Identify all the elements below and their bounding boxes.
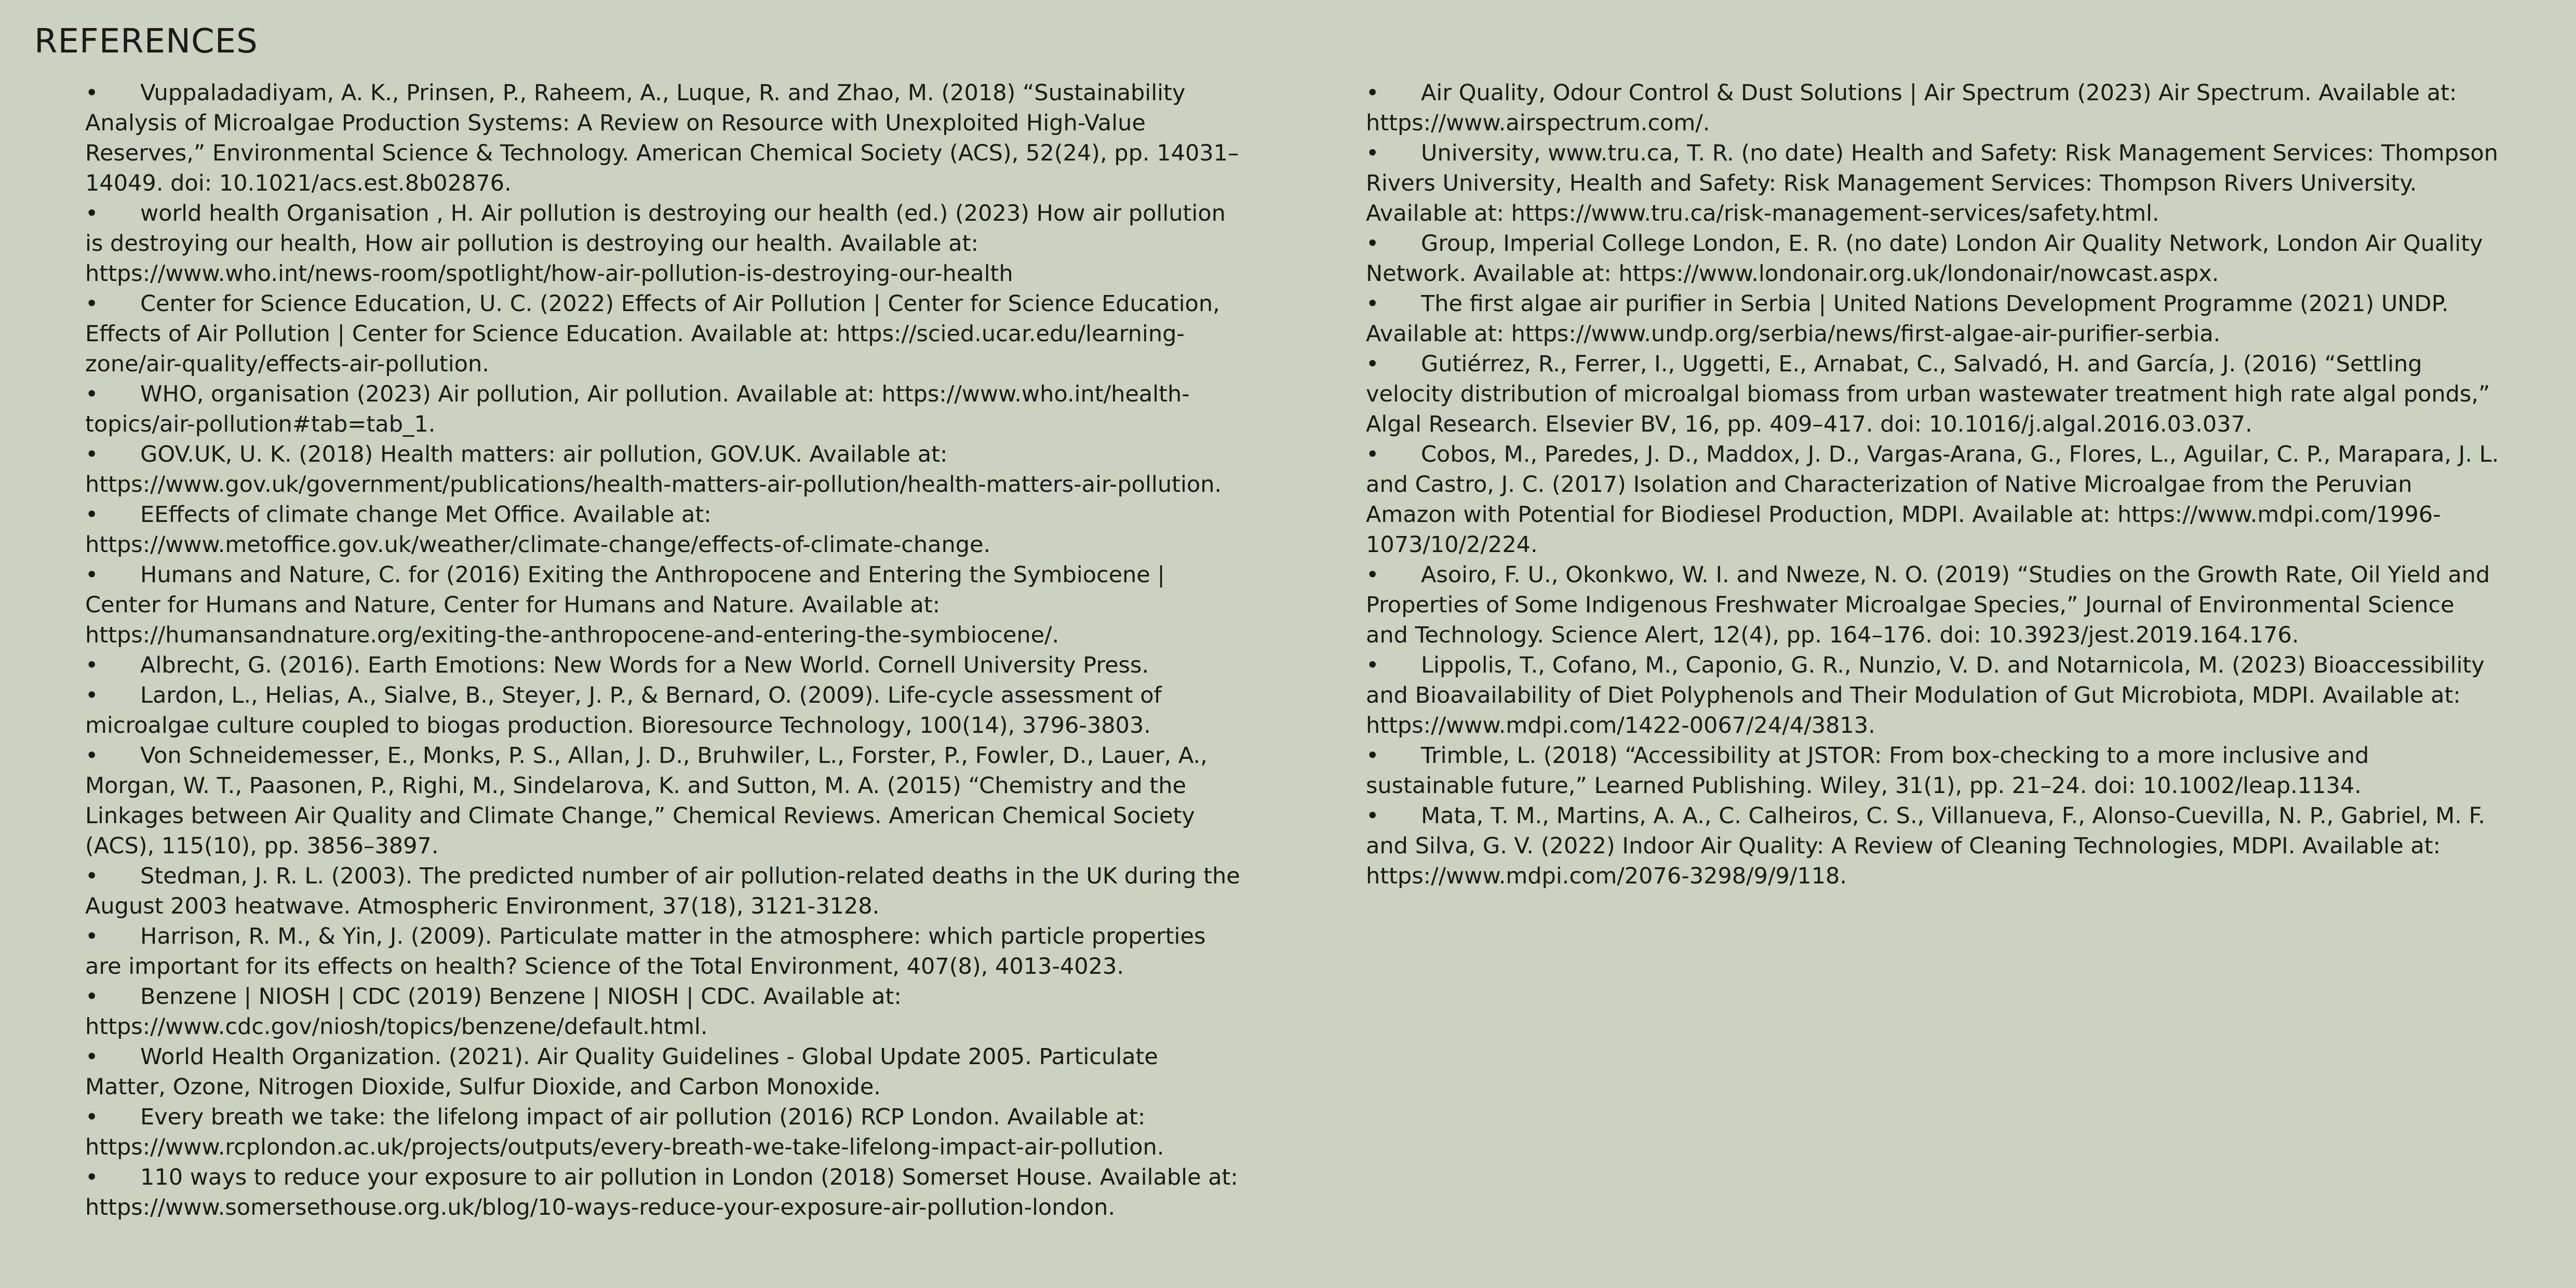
bullet-icon: • xyxy=(85,1164,99,1190)
reference-entry xyxy=(85,741,1241,861)
reference-entry xyxy=(1366,289,2503,349)
bullet-icon: • xyxy=(1366,441,1379,467)
bullet-icon: • xyxy=(85,562,99,588)
reference-entry xyxy=(85,861,1241,921)
reference-text: Every breath we take: the lifelong impact of air pollution (2016) RCP London. Available at: https://www.rcplondon.ac.uk/projects/outputs/every-breath-we-take-lifelong-impact-air-pollution. xyxy=(85,1104,1164,1160)
reference-text: EEffects of climate change Met Office. Available at: https://www.metoffice.gov.uk/weather/climate-change/effects-of-climate-change. xyxy=(85,502,991,558)
reference-text: The first algae air purifier in Serbia | United Nations Development Programme (2021) UNDP. Available at: https://www.undp.org/serbia/news/first-algae-air-purifier-serbia. xyxy=(1366,291,2449,347)
bullet-icon: • xyxy=(1366,231,1379,257)
reference-entry xyxy=(85,560,1241,650)
bullet-icon: • xyxy=(1366,140,1379,166)
reference-entry xyxy=(1366,78,2503,138)
reference-text: Mata, T. M., Martins, A. A., C. Calheiros, C. S., Villanueva, F., Alonso-Cuevilla, N. P., Gabriel, M. F. and Silva, G. V. (2022) Indoor Air Quality: A Review of Cleaning Technologies, MDPI. Available at: https://www.mdpi.com/2076-3298/9/9/118. xyxy=(1366,803,2486,889)
bullet-icon: • xyxy=(85,682,99,708)
reference-text: Asoiro, F. U., Okonkwo, W. I. and Nweze, N. O. (2019) “Studies on the Growth Rate, Oil Yield and Properties of Some Indigenous Freshwater Microalgae Species,” Journal of Environmental Science and Technology. Science Alert, 12(4), pp. 164–176. doi: 10.3923/jest.2019.164.176. xyxy=(1366,562,2490,648)
bullet-icon: • xyxy=(1366,743,1379,769)
reference-text: Cobos, M., Paredes, J. D., Maddox, J. D., Vargas-Arana, G., Flores, L., Aguilar, C. P., Marapara, J. L. and Castro, J. C. (2017) Isolation and Characterization of Native Microalgae from the Peruvian Amazon with Potential for Biodiesel Production, MDPI. Available at: https://www.mdpi.com/1996-1073/10/2/224. xyxy=(1366,441,2499,558)
reference-entry xyxy=(1366,801,2503,891)
bullet-icon: • xyxy=(85,200,99,226)
reference-entry xyxy=(85,1042,1241,1102)
references-column-right xyxy=(1366,78,2503,891)
bullet-icon: • xyxy=(85,863,99,889)
bullet-icon: • xyxy=(1366,652,1379,678)
reference-entry xyxy=(1366,349,2503,439)
reference-entry xyxy=(1366,138,2503,229)
bullet-icon: • xyxy=(85,1104,99,1130)
reference-entry xyxy=(85,78,1241,198)
reference-text: Lippolis, T., Cofano, M., Caponio, G. R., Nunzio, V. D. and Notarnicola, M. (2023) Bioaccessibility and Bioavailability of Diet Polyphenols and Their Modulation of Gut Microbiota, MDPI. Available at: https://www.mdpi.com/1422-0067/24/4/3813. xyxy=(1366,652,2485,739)
reference-text: world health Organisation , H. Air pollution is destroying our health (ed.) (2023) How air pollution is destroying our health, How air pollution is destroying our health. Available at: https://www.who.int/news-room/spotlight/how-air-pollution-is-destroying-our-health xyxy=(85,200,1226,287)
reference-text: GOV.UK, U. K. (2018) Health matters: air pollution, GOV.UK. Available at: https://www.gov.uk/government/publications/health-matters-air-pollution/health-matters-air-pollution. xyxy=(85,441,1222,498)
reference-text: University, www.tru.ca, T. R. (no date) Health and Safety: Risk Management Services: Thompson Rivers University, Health and Safety: Risk Management Services: Thompson Rivers University. Available at: https://www.tru.ca/risk-management-services/safety.html. xyxy=(1366,140,2499,226)
bullet-icon: • xyxy=(85,80,99,106)
bullet-icon: • xyxy=(85,441,99,467)
reference-entry xyxy=(85,921,1241,982)
reference-entry xyxy=(1366,560,2503,650)
reference-text: Stedman, J. R. L. (2003). The predicted number of air pollution-related deaths in the UK during the August 2003 heatwave. Atmospheric Environment, 37(18), 3121-3128. xyxy=(85,863,1240,919)
reference-entry xyxy=(85,650,1241,680)
reference-entry xyxy=(85,982,1241,1042)
reference-text: Vuppaladadiyam, A. K., Prinsen, P., Raheem, A., Luque, R. and Zhao, M. (2018) “Sustainability Analysis of Microalgae Production Systems: A Review on Resource with Unexploited High-Value Reserves,” Environmental Science & Technology. American Chemical Society (ACS), 52(24), pp. 14031–14049. doi: 10.1021/acs.est.8b02876. xyxy=(85,80,1239,196)
reference-entry xyxy=(1366,650,2503,741)
references-column-left xyxy=(85,78,1241,1223)
reference-entry xyxy=(85,379,1241,439)
bullet-icon: • xyxy=(85,1044,99,1070)
reference-text: Trimble, L. (2018) “Accessibility at JSTOR: From box-checking to a more inclusive and sustainable future,” Learned Publishing. Wiley, 31(1), pp. 21–24. doi: 10.1002/leap.1134. xyxy=(1366,743,2369,799)
reference-text: Gutiérrez, R., Ferrer, I., Uggetti, E., Arnabat, C., Salvadó, H. and García, J. (2016) “Settling velocity distribution of microalgal biomass from urban wastewater treatment high rate algal ponds,” Algal Research. Elsevier BV, 16, pp. 409–417. doi: 10.1016/j.algal.2016.03.037. xyxy=(1366,351,2490,437)
reference-entry xyxy=(85,1162,1241,1223)
reference-entry xyxy=(85,1102,1241,1162)
reference-entry xyxy=(85,198,1241,289)
bullet-icon: • xyxy=(1366,80,1379,106)
reference-text: WHO, organisation (2023) Air pollution, Air pollution. Available at: https://www.who.int/health-topics/air-pollution#tab=tab_1. xyxy=(85,381,1190,437)
reference-text: Air Quality, Odour Control & Dust Solutions | Air Spectrum (2023) Air Spectrum. Available at: https://www.airspectrum.com/. xyxy=(1366,80,2457,136)
reference-entry xyxy=(1366,439,2503,560)
bullet-icon: • xyxy=(1366,351,1379,377)
reference-text: Benzene | NIOSH | CDC (2019) Benzene | NIOSH | CDC. Available at: https://www.cdc.gov/niosh/topics/benzene/default.html. xyxy=(85,984,902,1040)
bullet-icon: • xyxy=(1366,291,1379,317)
reference-entry xyxy=(1366,741,2503,801)
reference-entry xyxy=(85,439,1241,500)
reference-text: Group, Imperial College London, E. R. (no date) London Air Quality Network, London Air Quality Network. Available at: https://www.londonair.org.uk/londonair/nowcast.aspx. xyxy=(1366,231,2483,287)
page-title: REFERENCES xyxy=(34,22,258,61)
bullet-icon: • xyxy=(1366,803,1379,829)
bullet-icon: • xyxy=(85,984,99,1010)
reference-text: Albrecht, G. (2016). Earth Emotions: New Words for a New World. Cornell University Press. xyxy=(140,652,1149,678)
reference-text: Center for Science Education, U. C. (2022) Effects of Air Pollution | Center for Science Education, Effects of Air Pollution | Center for Science Education. Available at: https://scied.ucar.edu/learning-zone/air-quality/effects-air-pollution. xyxy=(85,291,1220,377)
reference-text: Harrison, R. M., & Yin, J. (2009). Particulate matter in the atmosphere: which particle properties are important for its effects on health? Science of the Total Environment, 407(8), 4013-4023. xyxy=(85,923,1206,980)
bullet-icon: • xyxy=(85,381,99,407)
bullet-icon: • xyxy=(1366,562,1379,588)
reference-entry xyxy=(85,500,1241,560)
bullet-icon: • xyxy=(85,502,99,528)
reference-text: Lardon, L., Helias, A., Sialve, B., Steyer, J. P., & Bernard, O. (2009). Life-cycle assessment of microalgae culture coupled to biogas production. Bioresource Technology, 100(14), 3796-3803. xyxy=(85,682,1162,739)
bullet-icon: • xyxy=(85,652,99,678)
reference-text: World Health Organization. (2021). Air Quality Guidelines - Global Update 2005. Particulate Matter, Ozone, Nitrogen Dioxide, Sulfur Dioxide, and Carbon Monoxide. xyxy=(85,1044,1158,1100)
reference-text: Humans and Nature, C. for (2016) Exiting the Anthropocene and Entering the Symbiocene | Center for Humans and Nature, Center for Humans and Nature. Available at: https://humansandnature.org/exiting-the-anthropocene-and-entering-the-symbiocene/. xyxy=(85,562,1165,648)
bullet-icon: • xyxy=(85,923,99,949)
bullet-icon: • xyxy=(85,291,99,317)
reference-entry xyxy=(85,680,1241,741)
reference-entry xyxy=(1366,229,2503,289)
bullet-icon: • xyxy=(85,743,99,769)
reference-entry xyxy=(85,289,1241,379)
reference-text: 110 ways to reduce your exposure to air pollution in London (2018) Somerset House. Available at: https://www.somersethouse.org.uk/blog/10-ways-reduce-your-exposure-air-pollution-london. xyxy=(85,1164,1238,1220)
reference-text: Von Schneidemesser, E., Monks, P. S., Allan, J. D., Bruhwiler, L., Forster, P., Fowler, D., Lauer, A., Morgan, W. T., Paasonen, P., Righi, M., Sindelarova, K. and Sutton, M. A. (2015) “Chemistry and the Linkages between Air Quality and Climate Change,” Chemical Reviews. American Chemical Society (ACS), 115(10), pp. 3856–3897. xyxy=(85,743,1208,859)
